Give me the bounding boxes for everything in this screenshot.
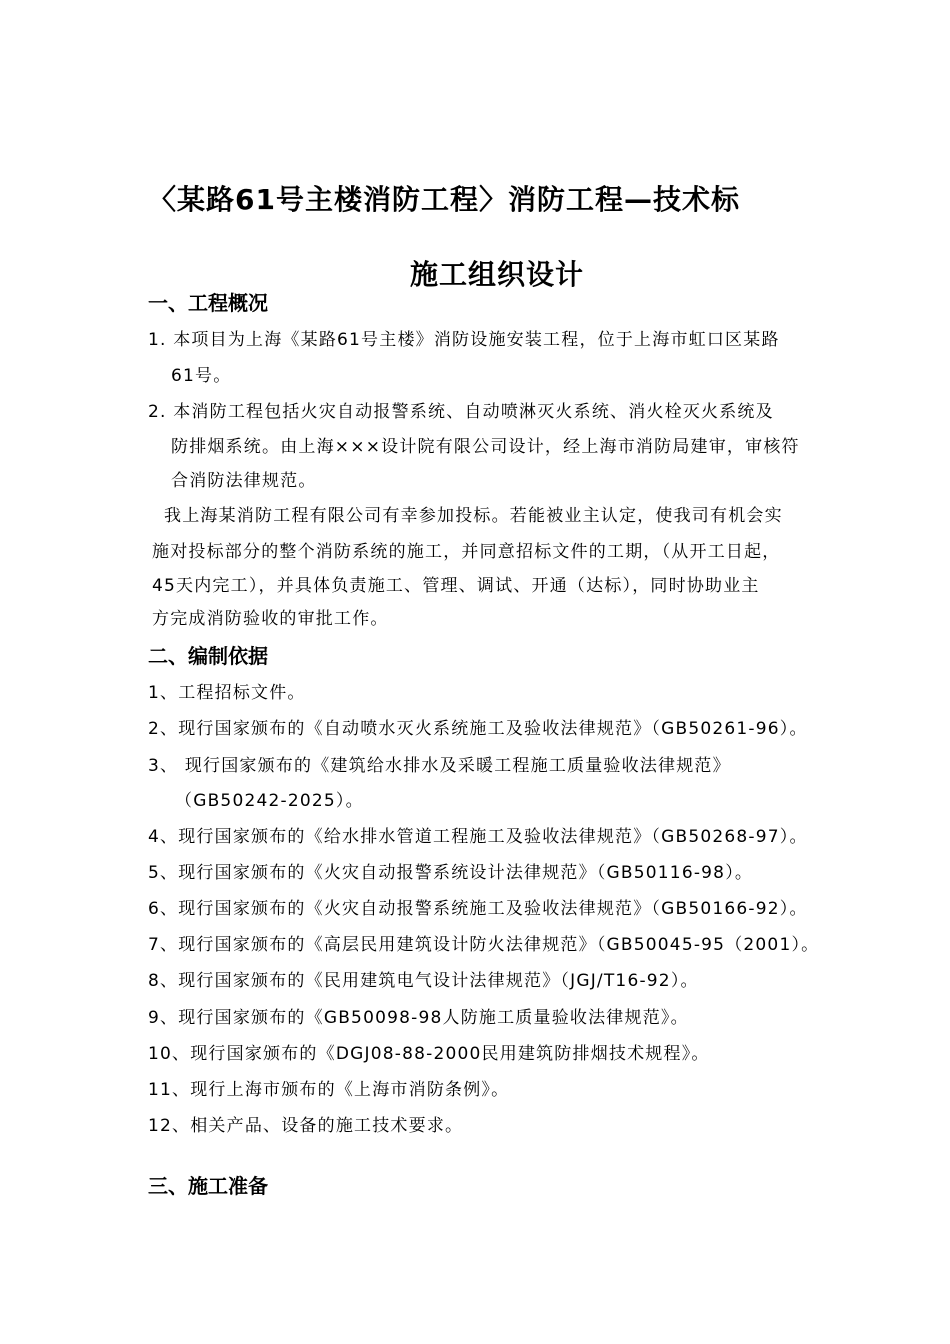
document-title: 〈某路61号主楼消防工程〉消防工程—技术标 [148, 183, 740, 216]
basis-item-12: 12、相关产品、设备的施工技术要求。 [148, 1116, 464, 1136]
overview-item-1-line-1: 1. 本项目为上海《某路61号主楼》消防设施安装工程，位于上海市虹口区某路 [148, 330, 780, 350]
section-heading-overview: 一、工程概况 [148, 291, 268, 315]
document-subtitle: 施工组织设计 [410, 258, 585, 291]
basis-item-10: 10、现行国家颁布的《DGJ08-88-2000民用建筑防排烟技术规程》。 [148, 1044, 710, 1064]
overview-paragraph-line-4: 方完成消防验收的审批工作。 [152, 609, 389, 629]
overview-paragraph-line-2: 施对投标部分的整个消防系统的施工，并同意招标文件的工期，（从开工日起， [152, 542, 781, 562]
overview-item-1-line-2: 61号。 [171, 366, 232, 386]
basis-item-2: 2、现行国家颁布的《自动喷水灭火系统施工及验收法律规范》（GB50261-96）。 [148, 719, 808, 739]
basis-item-1: 1、工程招标文件。 [148, 683, 306, 703]
basis-item-4: 4、现行国家颁布的《给水排水管道工程施工及验收法律规范》（GB50268-97）。 [148, 827, 808, 847]
basis-item-5: 5、现行国家颁布的《火灾自动报警系统设计法律规范》（GB50116-98）。 [148, 863, 754, 883]
basis-item-6: 6、现行国家颁布的《火灾自动报警系统施工及验收法律规范》（GB50166-92）。 [148, 899, 808, 919]
basis-item-8: 8、现行国家颁布的《民用建筑电气设计法律规范》（JGJ/T16-92）。 [148, 971, 699, 991]
section-heading-basis: 二、编制依据 [148, 644, 268, 668]
basis-item-9: 9、现行国家颁布的《GB50098-98人防施工质量验收法律规范》。 [148, 1008, 689, 1028]
overview-item-2-line-1: 2. 本消防工程包括火灾自动报警系统、自动喷淋灭火系统、消火栓灭火系统及 [148, 402, 774, 422]
overview-paragraph-line-3: 45天内完工），并具体负责施工、管理、调试、开通（达标），同时协助业主 [152, 576, 760, 596]
overview-paragraph-line-1: 我上海某消防工程有限公司有幸参加投标。若能被业主认定，使我司有机会实 [164, 506, 783, 526]
basis-item-11: 11、现行上海市颁布的《上海市消防条例》。 [148, 1080, 510, 1100]
basis-item-3-line-2: （GB50242-2025）。 [175, 791, 364, 811]
basis-item-7: 7、现行国家颁布的《高层民用建筑设计防火法律规范》（GB50045-95（2001）。 [148, 935, 820, 955]
overview-item-2-line-3: 合消防法律规范。 [171, 471, 317, 491]
section-heading-preparation: 三、施工准备 [148, 1174, 268, 1198]
overview-item-2-line-2: 防排烟系统。由上海×××设计院有限公司设计，经上海市消防局建审，审核符 [171, 437, 800, 457]
basis-item-3-line-1: 3、 现行国家颁布的《建筑给水排水及采暖工程施工质量验收法律规范》 [148, 756, 731, 776]
